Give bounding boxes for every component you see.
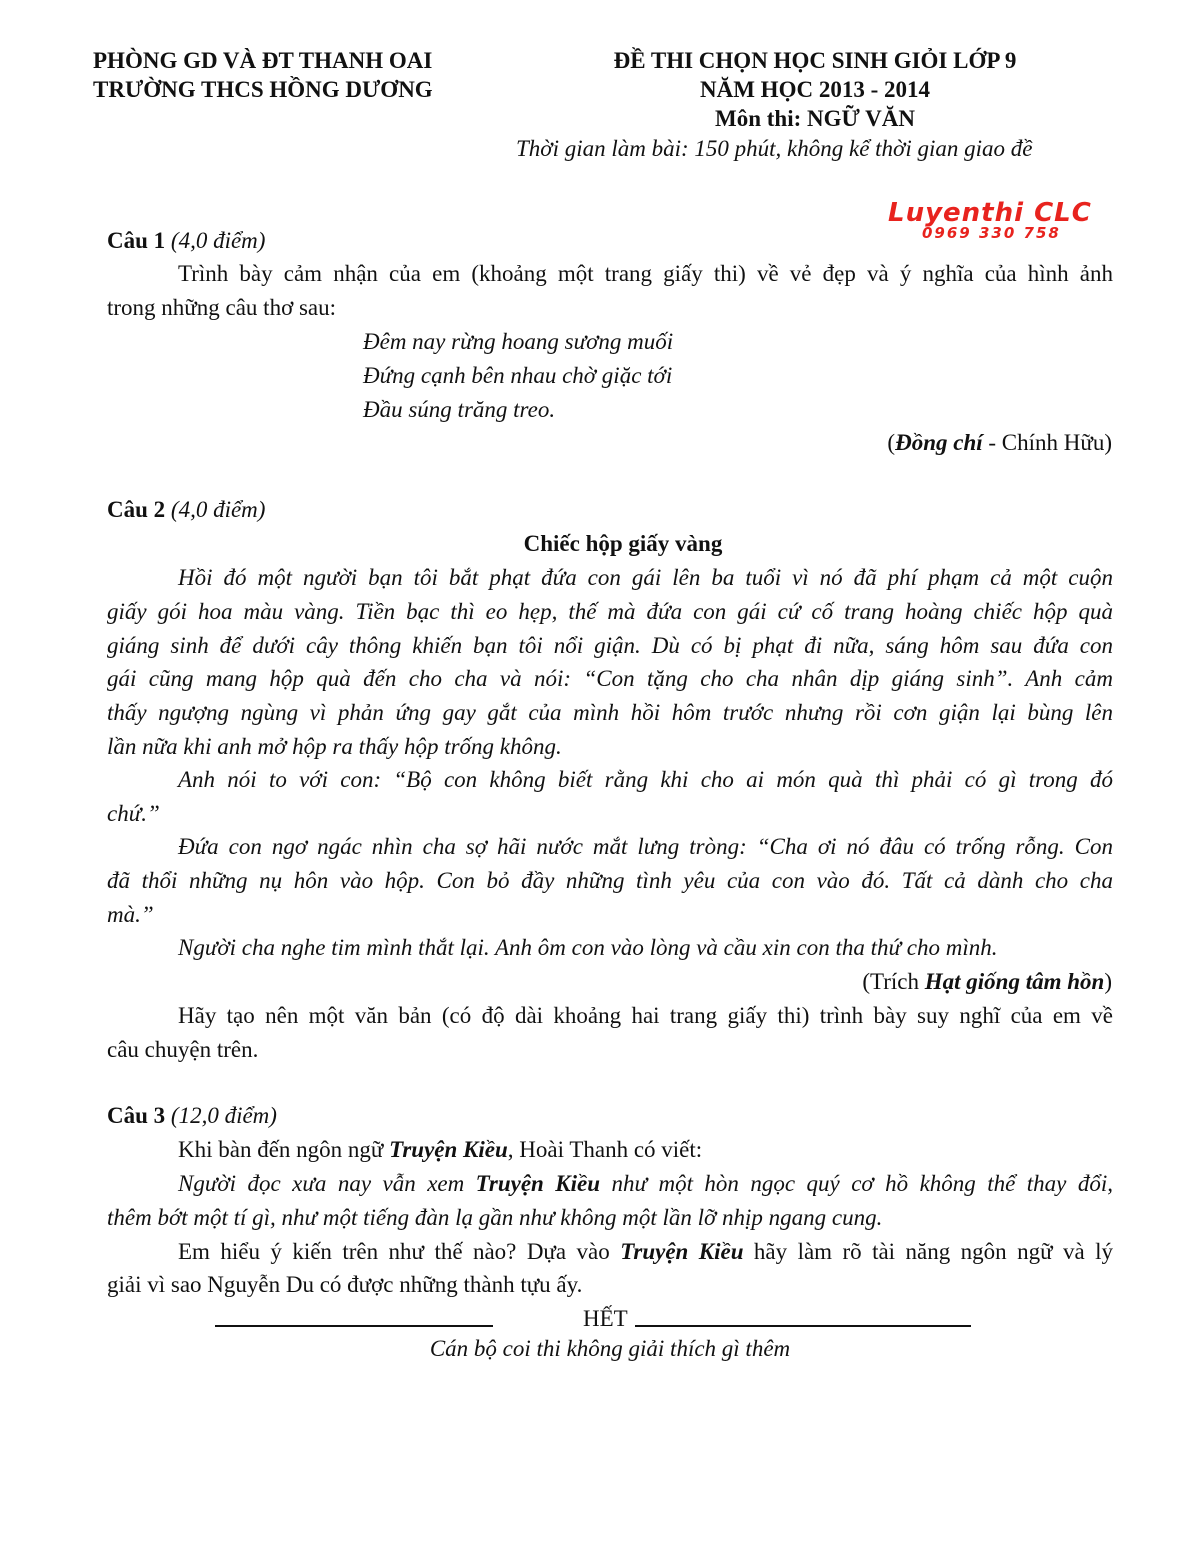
q3-task-line: giải vì sao Nguyễn Du có được những thành tựu ấy. — [107, 1272, 583, 1297]
story-line: lần nữa khi anh mở hộp ra thấy hộp trống không. — [107, 734, 562, 759]
q1-prompt-line: trong những câu thơ sau: — [107, 295, 337, 320]
footer-note: Cán bộ coi thi không giải thích gì thêm — [429, 1336, 791, 1361]
q3-intro: Khi bàn đến ngôn ngữ Truyện Kiều, Hoài Thanh có viết: — [178, 1137, 703, 1162]
q2-source: (Trích Hạt giống tâm hồn) — [862, 969, 1112, 994]
school-year: NĂM HỌC 2013 - 2014 — [700, 77, 930, 102]
story-line: Đứa con ngơ ngác nhìn cha sợ hãi nước mắt lưng tròng: “Cha ơi nó đâu có trống rỗng. Con — [178, 834, 1113, 859]
q1-prompt-line: Trình bày cảm nhận của em (khoảng một trang giấy thi) về vẻ đẹp và ý nghĩa của hình ảnh — [178, 261, 1113, 286]
school-name: TRƯỜNG THCS HỒNG DƯƠNG — [93, 77, 433, 102]
q3-label: Câu 3 — [107, 1103, 166, 1128]
watermark-phone: 0969 330 758 — [922, 224, 1061, 242]
q2-task-line: câu chuyện trên. — [107, 1037, 259, 1062]
q1-heading — [107, 228, 1113, 254]
subject: Môn thi: NGỮ VĂN — [715, 106, 915, 131]
q2-task-line: Hãy tạo nên một văn bản (có độ dài khoảng hai trang giấy thi) trình bày suy nghĩ của em về — [178, 1003, 1113, 1028]
end-rule-right — [635, 1325, 971, 1327]
story-line: gái cũng mang hộp quà đến cho cha và nói: “Con tặng cho cha nhân dịp giáng sinh”. Anh cảm — [107, 666, 1113, 691]
q3-work-title: Truyện Kiều — [389, 1137, 508, 1162]
poem-line: Đứng cạnh bên nhau chờ giặc tới — [363, 363, 673, 388]
q3-heading — [107, 1103, 1113, 1129]
q1-points: (4,0 điểm) — [170, 228, 266, 253]
story-line: giấy gói hoa màu vàng. Tiền bạc thì eo hẹp, thế mà đứa con gái cứ cố trang hoàng chiếc hộp quà — [107, 599, 1113, 624]
story-line: Người cha nghe tim mình thắt lại. Anh ôm con vào lòng và cầu xin con tha thứ cho mình. — [178, 935, 998, 960]
q1-source: (Đồng chí - Chính Hữu) — [887, 430, 1112, 455]
story-line: thấy ngượng ngùng vì phản ứng gay gắt của mình hồi hôm trước nhưng rồi cơn giận lại bùng lên — [107, 700, 1113, 725]
story-title: Chiếc hộp giấy vàng — [523, 531, 723, 556]
story-line: chứ.” — [107, 801, 160, 826]
time-note: Thời gian làm bài: 150 phút, không kể thời gian giao đề — [516, 136, 1033, 161]
q3-work-title: Truyện Kiều — [620, 1239, 744, 1264]
q2-label: Câu 2 — [107, 497, 166, 522]
exam-title: ĐỀ THI CHỌN HỌC SINH GIỎI LỚP 9 — [613, 48, 1017, 73]
q2-source-title: Hạt giống tâm hồn — [924, 969, 1105, 994]
story-line: giáng sinh để dưới cây thông khiến bạn tôi nổi giận. Dù có bị phạt đi nữa, sáng hôm sau đứa con — [107, 633, 1113, 658]
q3-quote-line: thêm bớt một tí gì, như một tiếng đàn lạ gần như không một lần lỡ nhịp ngang cung. — [107, 1205, 883, 1230]
poem-line: Đầu súng trăng treo. — [363, 397, 556, 422]
watermark-brand: Luyenthi CLC — [888, 198, 1092, 228]
poem-line: Đêm nay rừng hoang sương muối — [363, 329, 674, 354]
q3-quote-line: Người đọc xưa nay vẫn xem Truyện Kiều như một hòn ngọc quý cơ hồ không thể thay đổi, — [178, 1171, 1113, 1196]
end-mark: HẾT — [583, 1306, 628, 1331]
story-line: Hồi đó một người bạn tôi bắt phạt đứa con gái lên ba tuổi vì nó đã phí phạm cả một cuộn — [178, 565, 1113, 590]
q3-points: (12,0 điểm) — [170, 1103, 277, 1128]
story-line: mà.” — [107, 902, 154, 927]
q2-heading — [107, 497, 1113, 523]
q2-points: (4,0 điểm) — [170, 497, 266, 522]
q3-task-line: Em hiểu ý kiến trên như thế nào? Dựa vào Truyện Kiều hãy làm rõ tài năng ngôn ngữ và lý — [178, 1239, 1113, 1264]
story-line: Anh nói to với con: “Bộ con không biết rằng khi cho ai món quà thì phải có gì trong đó — [178, 767, 1113, 792]
q3-work-title: Truyện Kiều — [475, 1171, 601, 1196]
story-line: đã thổi những nụ hôn vào hộp. Con bỏ đầy những tình yêu của con vào đó. Tất cả dành cho cha — [107, 868, 1113, 893]
q1-label: Câu 1 — [107, 228, 166, 253]
end-rule-left — [215, 1325, 493, 1327]
q1-source-title: Đồng chí — [895, 430, 983, 455]
department-name: PHÒNG GD VÀ ĐT THANH OAI — [93, 48, 433, 73]
